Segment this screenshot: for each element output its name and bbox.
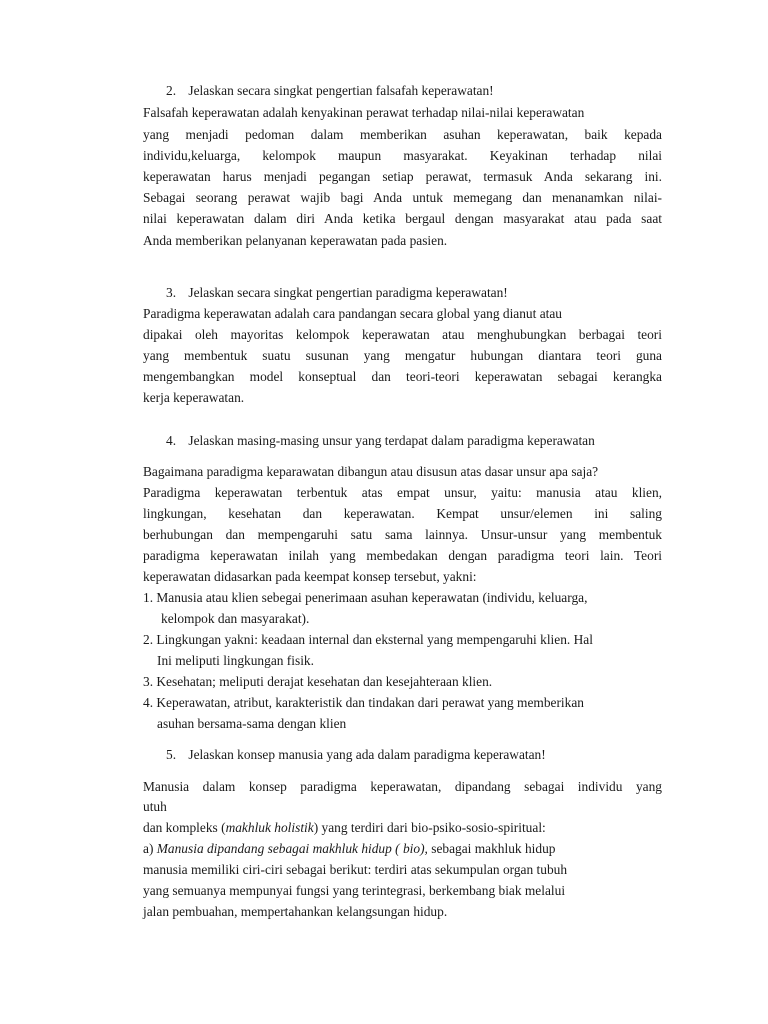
list-item-continuation: kelompok dan masyarakat).	[161, 611, 310, 626]
answer-3-line: mengembangkan model konseptual dan teori-teori keperawatan sebagai kerangka	[143, 369, 662, 384]
answer-4-line: berhubungan dan mempengaruhi satu sama lainnya. Unsur-unsur yang membentuk	[143, 527, 662, 542]
answer-2-line: nilai keperawatan dalam diri Anda ketika bergaul dengan masyarakat atau pada saat	[143, 211, 662, 226]
answer-3-line: Paradigma keperawatan adalah cara pandangan secara global yang dianut atau	[143, 306, 562, 321]
list-item: 3. Kesehatan; meliputi derajat kesehatan dan kesejahteraan klien.	[143, 674, 493, 689]
answer-2-line: keperawatan harus menjadi pegangan setiap perawat, termasuk Anda sekarang ini.	[143, 169, 662, 184]
list-item-continuation: asuhan bersama-sama dengan klien	[157, 716, 347, 731]
answer-4-line: lingkungan, kesehatan dan keperawatan. Kempat unsur/elemen ini saling	[143, 506, 662, 521]
question-3-heading	[166, 285, 508, 301]
question-4-heading	[166, 433, 595, 449]
answer-2-line: Falsafah keperawatan adalah kenyakinan perawat terhadap nilai-nilai keperawatan	[143, 105, 585, 120]
answer-5-line	[143, 820, 546, 836]
question-5-heading	[166, 747, 546, 763]
text-segment: a)	[143, 841, 157, 856]
answer-4-line: paradigma keperawatan inilah yang membedakan dengan paradigma teori lain. Teori	[143, 548, 662, 563]
answer-3-line: kerja keperawatan.	[143, 390, 245, 405]
answer-5-line: jalan pembuahan, mempertahankan kelangsungan hidup.	[143, 904, 448, 919]
question-text: Jelaskan masing-masing unsur yang terdapat dalam paradigma keperawatan	[188, 433, 595, 448]
answer-4-line: keperawatan didasarkan pada keempat konsep tersebut, yakni:	[143, 569, 477, 584]
answer-5-line: yang semuanya mempunyai fungsi yang terintegrasi, berkembang biak melalui	[143, 883, 566, 898]
text-segment: ) yang terdiri dari bio-psiko-sosio-spiritual:	[313, 820, 546, 835]
text-segment: dan kompleks (	[143, 820, 226, 835]
question-number: 4.	[166, 433, 177, 448]
answer-3-line: dipakai oleh mayoritas kelompok keperawatan atau menghubungkan berbagai teori	[143, 327, 662, 342]
question-2-heading	[166, 83, 494, 99]
italic-term: makhluk holistik	[225, 820, 314, 835]
answer-2-line: individu,keluarga, kelompok maupun masyarakat. Keyakinan terhadap nilai	[143, 148, 662, 163]
list-item: 1. Manusia atau klien sebegai penerimaan asuhan keperawatan (individu, keluarga,	[143, 590, 588, 605]
answer-4-line: Bagaimana paradigma keparawatan dibangun atau disusun atas dasar unsur apa saja?	[143, 464, 599, 479]
answer-2-line: Sebagai seorang perawat wajib bagi Anda untuk memegang dan menanamkan nilai-	[143, 190, 662, 205]
question-text: Jelaskan secara singkat pengertian paradigma keperawatan!	[188, 285, 508, 300]
list-item: 2. Lingkungan yakni: keadaan internal dan eksternal yang mempengaruhi klien. Hal	[143, 632, 593, 647]
answer-5-line: manusia memiliki ciri-ciri sebagai berikut: terdiri atas sekumpulan organ tubuh	[143, 862, 568, 877]
answer-5-line	[143, 841, 555, 857]
list-item: 4. Keperawatan, atribut, karakteristik dan tindakan dari perawat yang memberikan	[143, 695, 584, 710]
answer-5-line: utuh	[143, 799, 167, 814]
answer-5-line: Manusia dalam konsep paradigma keperawatan, dipandang sebagai individu yang	[143, 779, 662, 794]
answer-4-line: Paradigma keperawatan terbentuk atas empat unsur, yaitu: manusia atau klien,	[143, 485, 662, 500]
answer-3-line: yang membentuk suatu susunan yang mengatur hubungan diantara teori guna	[143, 348, 662, 363]
question-text: Jelaskan secara singkat pengertian falsafah keperawatan!	[188, 83, 494, 98]
answer-2-line: yang menjadi pedoman dalam memberikan asuhan keperawatan, baik kepada	[143, 127, 662, 142]
question-text: Jelaskan konsep manusia yang ada dalam paradigma keperawatan!	[188, 747, 546, 762]
question-number: 2.	[166, 83, 177, 98]
question-number: 3.	[166, 285, 177, 300]
list-item-continuation: Ini meliputi lingkungan fisik.	[157, 653, 314, 668]
answer-2-line: Anda memberikan pelanyanan keperawatan pada pasien.	[143, 233, 448, 248]
text-segment: sebagai makhluk hidup	[427, 841, 556, 856]
italic-term: Manusia dipandang sebagai makhluk hidup ( bio),	[156, 841, 428, 856]
question-number: 5.	[166, 747, 177, 762]
